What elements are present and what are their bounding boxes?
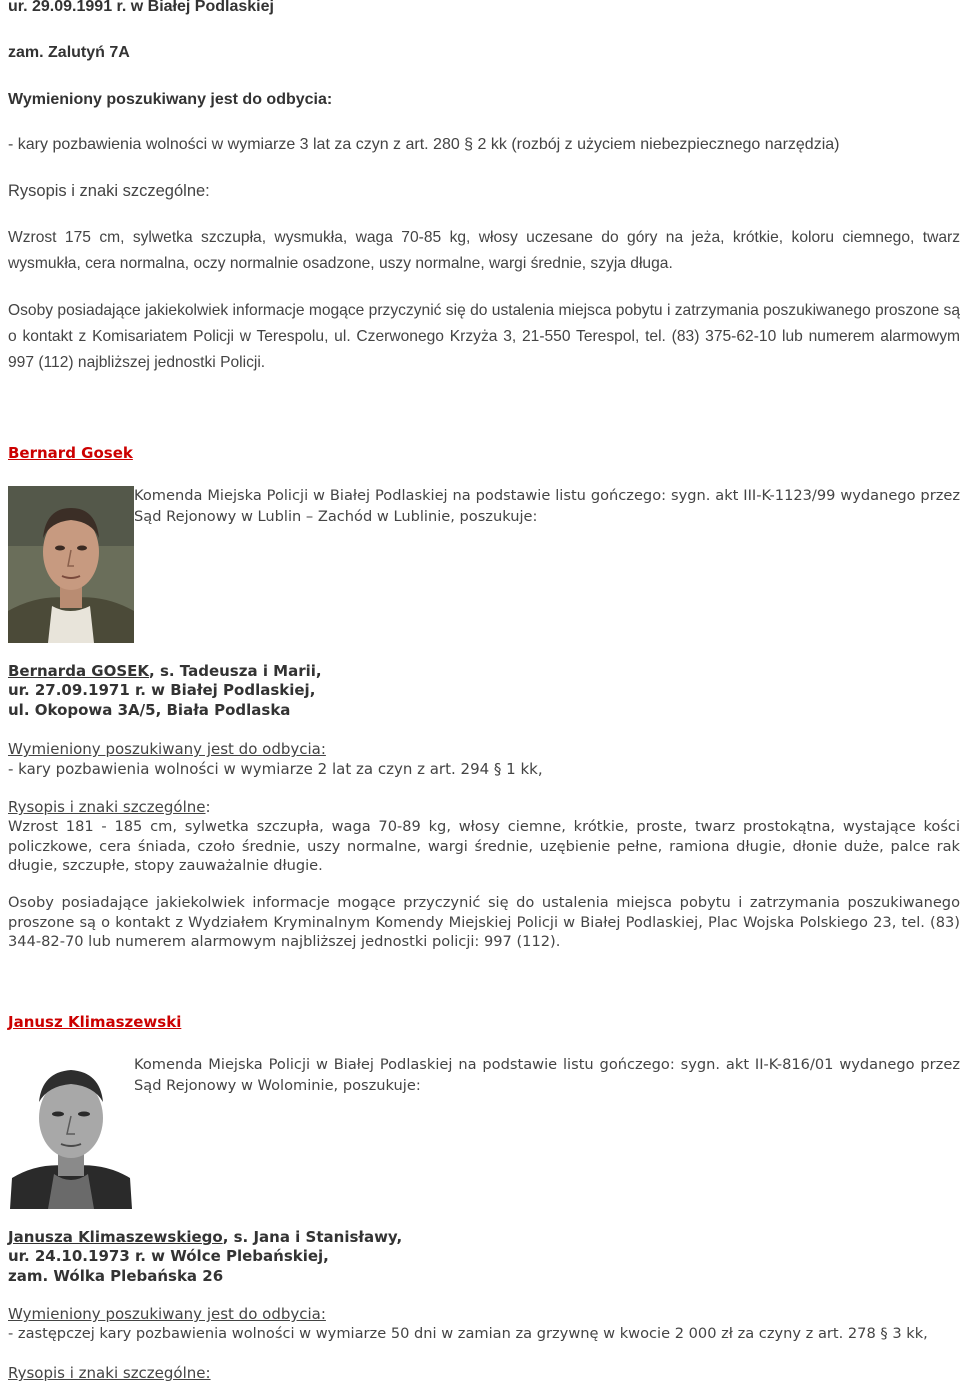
description-text: Wzrost 181 - 185 cm, sylwetka szczupła, waga 70-89 kg, włosy ciemne, krótkie, proste, twarz prostokątna, wystające kości policzkowe, cera śniada, czoło średnie, uszy normalne, wargi średnie, uzębienie pełne, ramiona długie, dłonie duże, palce rak długie, szczupłe, stopy zauważalnie długie.: [8, 818, 960, 874]
description-text: Wzrost 175 cm, sylwetka szczupła, wysmukła, waga 70-85 kg, włosy uczesane do góry na jeża, krótkie, koloru ciemnego, twarz wysmukła, cera normalna, oczy normalnie osadzone, uszy normalne, wargi średnie, szyja długa.: [8, 229, 960, 272]
bio-name-line: [8, 1228, 402, 1248]
description-heading: Rysopis i znaki szczególne:: [8, 182, 210, 200]
wanted-heading-text: Wymieniony poszukiwany jest do odbycia:: [8, 1305, 326, 1323]
komenda-text: Komenda Miejska Policji w Białej Podlaskiej na podstawie listu gończego: sygn. akt III-K-1123/99 wydanego przez Sąd Rejonowy w Lublin – Zachód w Lublinie, poszukuje:: [134, 487, 960, 525]
description-colon: :: [205, 798, 211, 816]
address-line: zam. Zalutyń 7A: [8, 44, 130, 61]
bio-address: ul. Okopowa 3A/5, Biała Podlaska: [8, 701, 291, 719]
wanted-heading-text: Wymieniony poszukiwany jest do odbycia:: [8, 740, 326, 758]
bio-parents: , s. Jana i Stanisławy,: [222, 1228, 403, 1246]
bio-address: zam. Wólka Plebańska 26: [8, 1267, 224, 1285]
person-photo: [8, 1052, 134, 1209]
wanted-heading: [8, 1305, 326, 1323]
person-photo: [8, 486, 134, 643]
bio-born: ur. 27.09.1971 r. w Białej Podlaskiej,: [8, 681, 316, 699]
description-heading-text: Rysopis i znaki szczególne:: [8, 1364, 211, 1382]
description-heading: [8, 1364, 211, 1382]
bio-name: Bernarda GOSEK: [8, 662, 150, 680]
born-line: ur. 29.09.1991 r. w Białej Podlaskiej: [8, 0, 274, 15]
description-heading: [8, 798, 211, 816]
bio-name-line: [8, 662, 322, 682]
wanted-heading: Wymieniony poszukiwany jest do odbycia:: [8, 91, 333, 108]
sentence-line: - zastępczej kary pozbawienia wolności w wymiarze 50 dni w zamian za grzywnę w kwocie 2 000 zł za czyny z art. 278 § 3 kk,: [8, 1325, 928, 1342]
komenda-text: Komenda Miejska Policji w Białej Podlaskiej na podstawie listu gończego: sygn. akt II-K-816/01 wydanego przez Sąd Rejonowy w Wolominie, poszukuje:: [134, 1056, 960, 1094]
contact-text: Osoby posiadające jakiekolwiek informacje mogące przyczynić się do ustalenia miejsca pobytu i zatrzymania poszukiwanego proszone są o kontakt z Wydziałem Kryminalnym Komendy Miejskiej Policji w Białej Podlaskiej, Plac Wojska Polskiego 23, tel. (83) 344-82-70 lub numerem alarmowym najbliższej jednostki policji: 997 (112).: [8, 894, 960, 950]
sentence-line: - kary pozbawienia wolności w wymiarze 3 lat za czyn z art. 280 § 2 kk (rozbój z użyciem niebezpiecznego narzędzia): [8, 136, 840, 153]
person-name-link-janusz[interactable]: Janusz Klimaszewski: [8, 1013, 182, 1031]
description-heading-text: Rysopis i znaki szczególne: [8, 798, 206, 816]
bio-parents: , s. Tadeusza i Marii,: [149, 662, 322, 680]
person-name-link-bernard[interactable]: Bernard Gosek: [8, 444, 133, 462]
wanted-heading: [8, 740, 326, 758]
bio-born: ur. 24.10.1973 r. w Wólce Plebańskiej,: [8, 1247, 329, 1265]
sentence-line: - kary pozbawienia wolności w wymiarze 2 lat za czyn z art. 294 § 1 kk,: [8, 760, 543, 778]
contact-text: Osoby posiadające jakiekolwiek informacje mogące przyczynić się do ustalenia miejsca pobytu i zatrzymania poszukiwanego proszone są o kontakt z Komisariatem Policji w Terespolu, ul. Czerwonego Krzyża 3, 21-550 Terespol, tel. (83) 375-62-10 lub numerem alarmowym 997 (112) najbliższej jednostki Policji.: [8, 302, 960, 371]
bio-name: Janusza Klimaszewskiego: [8, 1228, 223, 1246]
